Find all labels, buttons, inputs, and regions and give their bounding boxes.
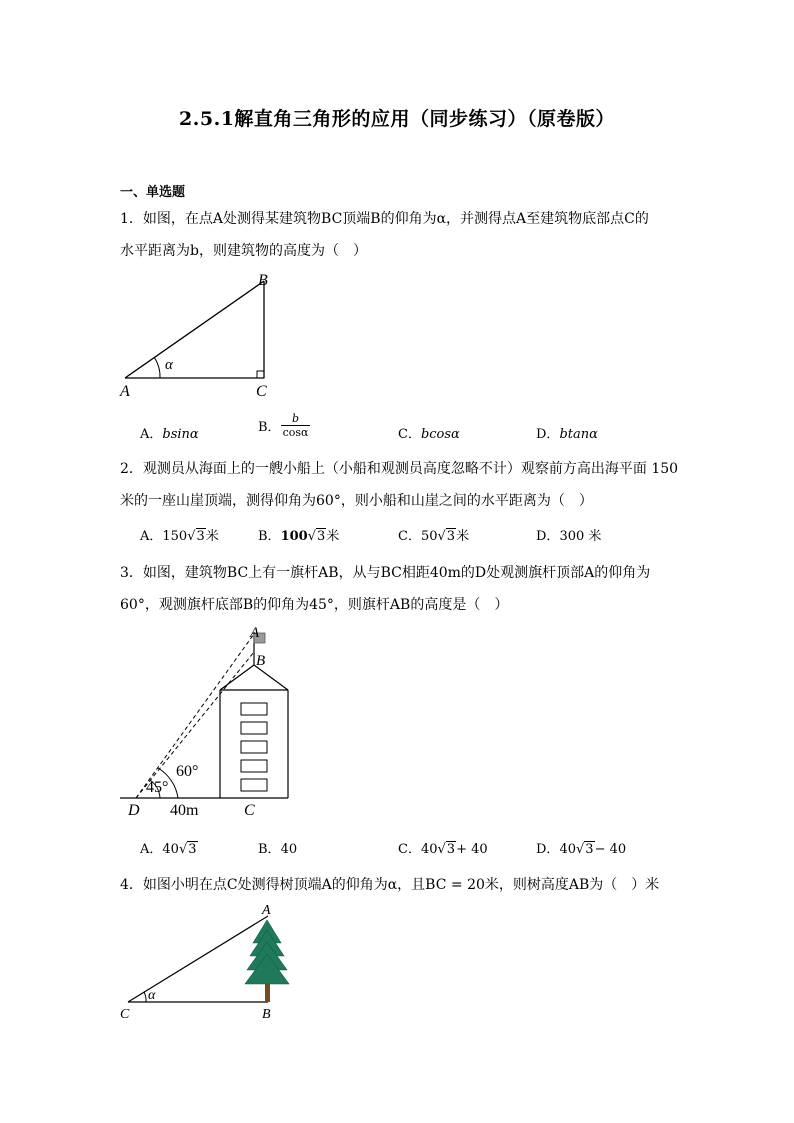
q3-option-b-label: B．: [258, 842, 281, 857]
q1-line-ab: [125, 281, 264, 378]
q3-option-c[interactable]: C．40√3+ 40: [398, 842, 488, 857]
q4-figure: [110, 898, 310, 1023]
q1-label-a: A: [120, 383, 130, 400]
q1-option-b-fraction: [281, 412, 311, 439]
q3-option-c-coef: 40: [420, 842, 438, 857]
q3-option-d-tail: − 40: [594, 842, 627, 857]
q1-option-d-text: btanα: [559, 427, 598, 442]
q4-label-b: B: [262, 1007, 271, 1022]
q3-label-45: 45°: [146, 779, 169, 796]
q1-figure: [110, 265, 290, 405]
q2-option-c-coef: 50: [420, 529, 438, 544]
q3-option-c-radicand: 3: [446, 842, 456, 857]
q1-angle-arc: [154, 357, 160, 378]
tree-icon: [245, 920, 289, 1002]
q2-option-c-radicand: 3: [446, 529, 456, 544]
q3-option-a-coef: 40: [162, 842, 179, 857]
q2-option-d[interactable]: [536, 525, 601, 544]
q3-text-line2: 60°，观测旗杆底部B的仰角为45°，则旗杆AB的高度是（ ）: [120, 597, 509, 613]
q2-option-d-label: D．: [536, 529, 560, 544]
q3-option-a[interactable]: A．40√3: [140, 842, 197, 857]
q3-label-a: A: [250, 625, 260, 641]
q2-option-b-coef: 100: [280, 529, 308, 544]
q2-option-c-label: C．: [398, 529, 421, 544]
q1-option-c-label: C．: [398, 427, 421, 442]
q2-option-b[interactable]: B．100√3米: [258, 529, 340, 544]
q3-label-40m: 40m: [170, 802, 199, 819]
q4-label-c: C: [120, 1007, 130, 1022]
q1-label-c: C: [256, 383, 267, 400]
q4-label-alpha: α: [148, 988, 156, 1003]
q2-text-line2: 米的一座山崖顶端，测得仰角为60°，则小船和山崖之间的水平距离为（ ）: [120, 493, 593, 509]
q1-text-line1: 1．如图，在点A处测得某建筑物BC顶端B的仰角为α，并测得点A至建筑物底部点C的: [120, 211, 649, 227]
q1-option-b-denominator: cosα: [282, 426, 309, 439]
q4-label-a: A: [262, 903, 271, 918]
q3-windows: [241, 703, 267, 791]
q2-option-a-label: A．: [140, 529, 163, 544]
q1-option-a-label: A．: [140, 427, 163, 442]
q3-option-a-radicand: 3: [188, 842, 197, 857]
q3-option-d-radicand: 3: [585, 842, 594, 857]
q1-option-a[interactable]: [140, 423, 199, 442]
q2-option-c-unit: 米: [456, 529, 470, 544]
q2-text-line1: 2．观测员从海面上的一艘小船上（小船和观测员高度忽略不计）观察前方高出海平面 150: [120, 461, 679, 477]
q2-option-b-radicand: 3: [317, 529, 326, 544]
q3-label-b: B: [256, 653, 266, 669]
q3-window: [241, 703, 267, 715]
q2-option-a-radicand: 3: [196, 529, 205, 544]
q3-option-a-label: A．: [140, 842, 163, 857]
q3-label-c: C: [244, 802, 255, 819]
q3-figure: [110, 620, 310, 820]
q1-label-b: B: [258, 272, 268, 289]
section-heading: 一、单选题: [120, 185, 186, 200]
q4-angle-arc: [144, 992, 146, 1002]
q1-option-c-text: bcosα: [420, 427, 460, 442]
q3-window: [241, 779, 267, 791]
q1-right-angle-mark: [257, 371, 264, 378]
page-title: 2.5.1解直角三角形的应用（同步练习）（原卷版）: [179, 108, 615, 130]
q3-window: [241, 760, 267, 772]
q1-option-d-label: D．: [536, 427, 560, 442]
q1-text-line2: 水平距离为b，则建筑物的高度为（ ）: [120, 243, 367, 259]
q1-option-c[interactable]: [398, 423, 460, 442]
q3-text-line1: 3．如图，建筑物BC上有一旗杆AB，从与BC相距40m的D处观测旗杆顶部A的仰角为: [120, 565, 651, 581]
q3-option-b-text: 40: [280, 842, 298, 857]
q2-option-c[interactable]: C．50√3米: [398, 529, 470, 544]
q3-option-b[interactable]: [258, 838, 297, 857]
q1-option-a-text: bsinα: [162, 427, 199, 442]
q4-text-line1: 4．如图小明在点C处测得树顶端A的仰角为α，且BC = 20米，则树高度AB为（ ）米: [120, 877, 660, 893]
q2-option-a-coef: 150: [162, 529, 188, 544]
q3-option-c-tail: + 40: [456, 842, 488, 857]
q3-label-60: 60°: [176, 763, 199, 780]
q2-option-a-unit: 米: [205, 529, 219, 544]
q3-roof-left: [220, 665, 254, 690]
q3-window: [241, 722, 267, 734]
q3-label-d: D: [128, 802, 140, 819]
q1-label-alpha: α: [165, 357, 173, 373]
q3-option-d[interactable]: D．40√3− 40: [536, 842, 627, 857]
q2-option-b-label: B．: [258, 529, 281, 544]
q3-option-c-label: C．: [398, 842, 421, 857]
q2-option-a[interactable]: A．150√3米: [140, 529, 219, 544]
q1-option-d[interactable]: [536, 423, 598, 442]
q3-window: [241, 741, 267, 753]
q1-option-b[interactable]: [258, 412, 310, 439]
q1-option-b-numerator: b: [281, 412, 311, 426]
q1-option-b-label: B．: [258, 420, 281, 435]
q2-option-b-unit: 米: [326, 529, 340, 544]
q3-option-d-coef: 40: [559, 842, 576, 857]
q3-option-d-label: D．: [536, 842, 560, 857]
q2-option-d-text: 300 米: [559, 529, 602, 544]
